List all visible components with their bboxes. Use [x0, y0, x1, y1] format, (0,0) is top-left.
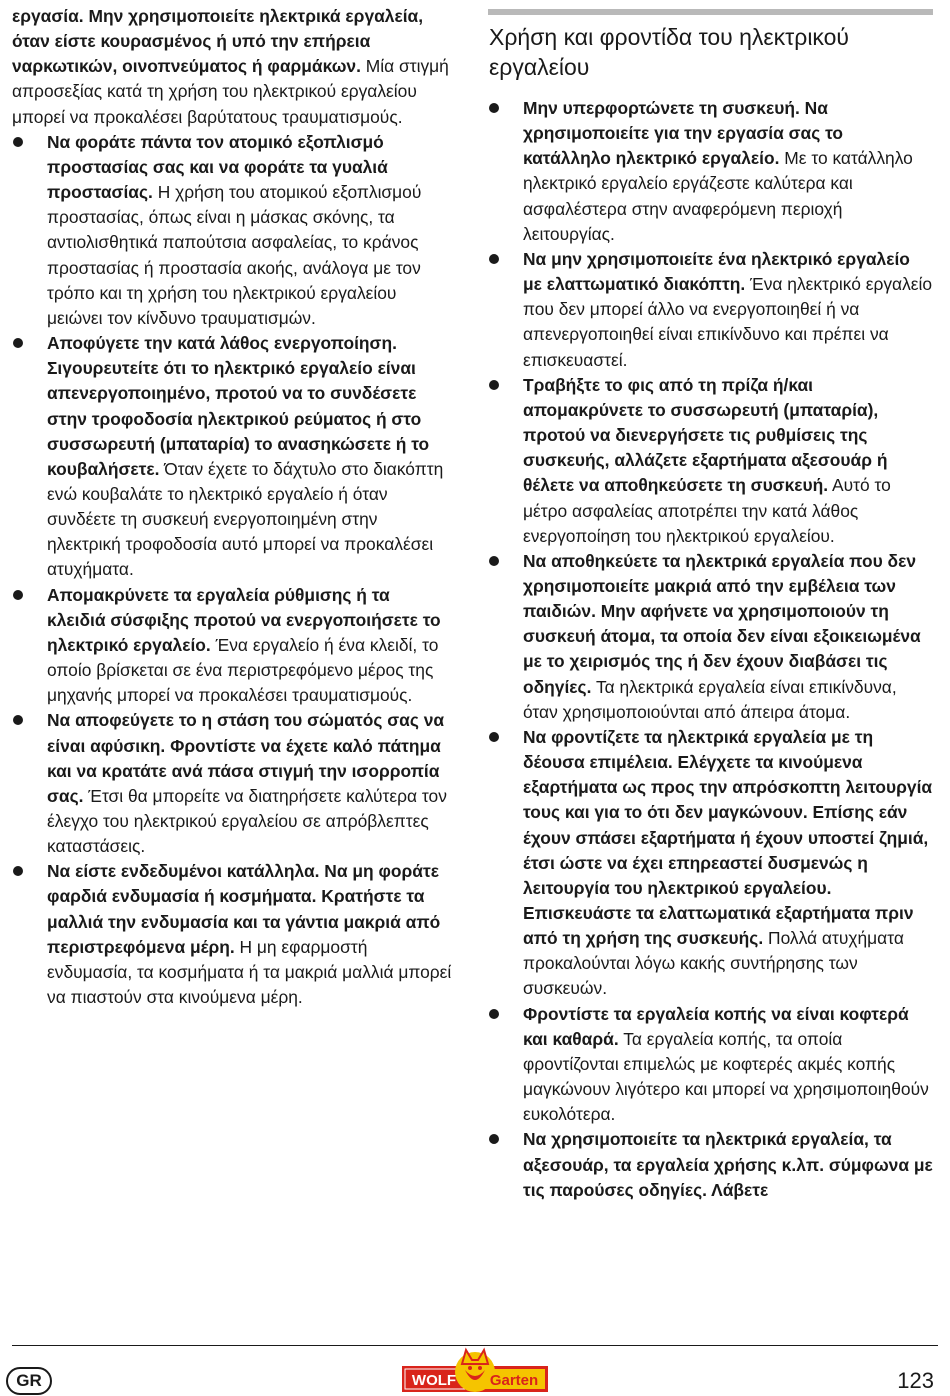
safety-item [488, 96, 933, 247]
item-bold-text: Τραβήξτε το φις από τη πρίζα ή/και απομακρύνετε το συσσωρευτή (μπαταρία), προτού να διενεργήσετε τις ρυθμίσεις της συσκευής, αλλάζετε εξαρτήματα αξεσουάρ ή θέλετε να αποθηκεύσετε τη συσκευή. [523, 374, 888, 496]
item-text: Ένα εργαλείο ή ένα κλειδί, το οποίο βρίσκεται σε ένα περιστρεφόμενο μέρος της μηχανής μπορεί να προκαλέσει τραυματισμούς. [47, 634, 439, 706]
item-text: Έτσι θα μπορείτε να διατηρήσετε καλύτερα τον έλεγχο του ηλεκτρικού εργαλείου σε απρόβλεπτες καταστάσεις. [47, 785, 447, 857]
item-bold-text: Να μην χρησιμοποιείτε ένα ηλεκτρικό εργαλείο με ελαττωματικό διακόπτη. [523, 248, 910, 295]
safety-item [488, 1002, 933, 1128]
safety-item [12, 130, 452, 331]
safety-item [12, 859, 452, 1010]
item-bold-text: Να αποθηκεύετε τα ηλεκτρικά εργαλεία που δεν χρησιμοποιείτε μακριά από την εμβέλεια των παιδιών. Μην αφήνετε να χρησιμοποιούν τη συσκευή άτομα, τα οποία δεν είναι εξοικειωμένα με το χειρισμός της ή δεν έχουν διαβάσει τις οδηγίες. [523, 550, 921, 697]
safety-item [12, 331, 452, 583]
section-divider [488, 9, 933, 15]
item-bold-text: εργασία. Μην χρησιμοποιείτε ηλεκτρικά εργαλεία, όταν είστε κουρασμένος ή υπό την επήρεια ναρκωτικών, οινοπνεύματος ή φαρμάκων. [12, 6, 424, 77]
item-text: Ένα ηλεκτρικό εργαλείο που δεν μπορεί άλλο να ενεργοποιηθεί ή να απενεργοποιηθεί είναι επικίνδυνο και πρέπει να επισκευαστεί. [523, 274, 933, 370]
page-number: 123 [897, 1368, 934, 1393]
item-text: Τα ηλεκτρικά εργαλεία είναι επικίνδυνα, όταν χρησιμοποιούνται από άπειρα άτομα. [523, 676, 897, 722]
left-column [12, 0, 452, 1010]
safety-item [488, 1127, 933, 1202]
logo-garten-text: Garten [489, 1372, 539, 1389]
item-bold-text: Να αποφεύγετε το η στάση του σώματός σας να είναι αφύσικη. Φροντίστε να έχετε καλό πάτημα και να κρατάτε ανά πάσα στιγμή την ισορροπία σας. [47, 710, 445, 806]
safety-item [12, 583, 452, 709]
item-bold-text: Αποφύγετε την κατά λάθος ενεργοποίηση. Σιγουρευτείτε ότι το ηλεκτρικό εργαλείο είναι απενεργοποιημένο, προτού να το συνδέσετε στην τροφοδοσία ηλεκτρικού ρεύματος ή στο συσσωρευτή (μπαταρία) το ανασηκώσετε ή το κουβαλήσετε. [47, 333, 430, 479]
item-bold-text: Μην υπερφορτώνετε τη συσκευή. Να χρησιμοποιείτε για την εργασία σας το κατάλληλο ηλεκτρικό εργαλείο. [523, 98, 844, 169]
item-bold-text: Απομακρύνετε τα εργαλεία ρύθμισης ή τα κλειδιά σύσφιξης προτού να ενεργοποιήσετε το ηλεκτρικό εργαλείο. [47, 584, 441, 655]
safety-item [488, 373, 933, 549]
item-text: Αυτό το μέτρο ασφαλείας αποτρέπει την κατά λάθος ενεργοποίηση του ηλεκτρικού εργαλείου. [523, 475, 891, 546]
language-badge: GR [6, 1367, 52, 1395]
item-text: Με το κατάλληλο ηλεκτρικό εργαλείο εργάζεστε καλύτερα και ασφαλέστερα στην αναφερόμενη περιοχή λειτουργίας. [523, 148, 913, 244]
safety-item [488, 549, 933, 725]
right-column [488, 0, 933, 1203]
item-text: Όταν έχετε το δάχτυλο στο διακόπτη ενώ κουβαλάτε το ηλεκτρικό εργαλείο ή όταν συνδέετε τη συσκευή ενεργοποιημένη στην ηλεκτρική τροφοδοσία αυτό μπορεί να προκαλέσει ατυχήματα. [47, 458, 444, 580]
safety-item [488, 725, 933, 1002]
item-bold-text: Φροντίστε τα εργαλεία κοπής να είναι κοφτερά και καθαρά. [523, 1003, 909, 1049]
item-bold-text: Να φροντίζετε τα ηλεκτρικά εργαλεία με τη δέουσα επιμέλεια. Ελέγχετε τα κινούμενα εξαρτήματα ως προς την απρόσκοπτη λειτουργία τους και για το ότι δεν μαγκώνουν. Επίσης εάν έχουν σπάσει εξαρτήματα ή έχουν υποστεί ζημιά, έτσι ώστε να έχει επηρεαστεί δυσμενώς η λειτουργία του ηλεκτρικού εργαλείου. Επισκευάστε τα ελαττωματικά εξαρτήματα πριν από τη χρήση της συσκευής. [523, 726, 933, 949]
item-text: Η χρήση του ατομικού εξοπλισμού προστασίας, όπως είναι η μάσκας σκόνης, τα αντιολισθητικά παπούτσια ασφαλείας, το κράνος προστασίας ή προστασία ακοής, ανάλογα με τον τρόπο και τη χρήση του ηλεκτρικού εργαλείου μειώνει τον κίνδυνο τραυματισμών. [47, 182, 422, 328]
item-bold-text: Να είστε ενδεδυμένοι κατάλληλα. Να μη φοράτε φαρδιά ενδυμασία ή κοσμήματα. Κρατήστε τα μαλλιά την ενδυμασία και τα γάντια μακριά από περιστρεφόμενα μέρη. [47, 861, 441, 957]
safety-item-continued [12, 4, 452, 130]
item-bold-text: Να φοράτε πάντα τον ατομικό εξοπλισμό προστασίας σας και να φοράτε τα γυαλιά προστασίας. [47, 131, 388, 203]
item-bold-text: Να χρησιμοποιείτε τα ηλεκτρικά εργαλεία, τα αξεσουάρ, τα εργαλεία χρήσης κ.λπ. σύμφωνα με τις παρούσες οδηγίες. Λάβετε [523, 1129, 933, 1200]
safety-item [488, 247, 933, 373]
wolf-garten-logo [400, 1346, 550, 1394]
item-text: Η μη εφαρμοστή ενδυμασία, τα κοσμήματα ή τα μακριά μαλλιά μπορεί να πιαστούν στα κινούμενα μέρη. [47, 936, 452, 1008]
item-text: Πολλά ατυχήματα προκαλούνται λόγω κακής συντήρησης των συσκευών. [523, 928, 904, 999]
section-heading: Χρήση και φροντίδα του ηλεκτρικού εργαλείου [489, 24, 850, 80]
safety-item [12, 708, 452, 859]
item-text: Τα εργαλεία κοπής, τα οποία φροντίζονται επιμελώς με κοφτερές ακμές κοπής μαγκώνουν λιγότερο και μπορεί να χρησιμοποιηθούν ευκολότερα. [523, 1028, 929, 1125]
logo-wolf-text: WOLF [411, 1372, 457, 1389]
item-text: Μία στιγμή απροσεξίας κατά τη χρήση του ηλεκτρικού εργαλείου μπορεί να προκαλέσει βαρύτατους τραυματισμούς. [12, 56, 449, 127]
